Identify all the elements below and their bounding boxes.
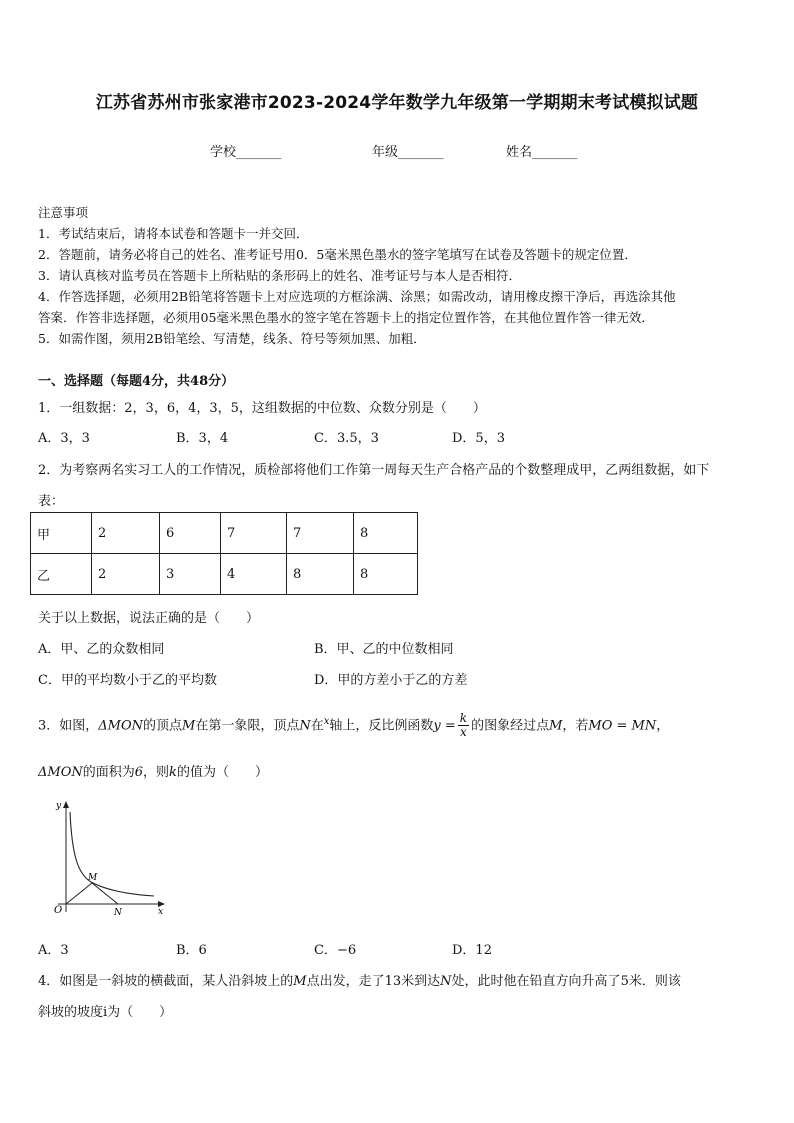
school-field: 学校_______: [210, 145, 282, 160]
origin-label: O: [54, 905, 63, 916]
number: 13: [384, 974, 402, 989]
section-heading: 一、选择题（每题4分，共48分）: [38, 374, 235, 389]
text: ，则: [143, 765, 170, 780]
point-m-label: M: [88, 873, 98, 883]
question-2-stem: 2．为考察两名实习工人的工作情况，质检部将他们工作第一周每天生产合格产品的个数整理成甲，乙两组数据，如下: [38, 463, 710, 478]
math-symbol: MO = MN: [588, 718, 657, 734]
y-axis-label: y: [56, 801, 62, 811]
y-axis-arrow: [63, 801, 69, 808]
x-axis-label: x: [158, 907, 164, 917]
text: ，: [656, 718, 670, 734]
text: 在第一象限，顶点: [195, 718, 300, 734]
q3-option-b: B．6: [176, 943, 207, 958]
text: 米．则该: [628, 974, 681, 989]
q1-option-a: A．3，3: [38, 431, 90, 446]
text: 轴上，反比例函数: [329, 718, 434, 734]
math-symbol: k: [169, 765, 177, 780]
note-item: 4．作答选择题，必须用2B铅笔将答题卡上对应选项的方框涂满、涂黑；如需改动，请用橡皮擦干净后，再选涂其他: [38, 289, 676, 304]
table-row: [31, 554, 418, 595]
table-cell: 8: [354, 554, 418, 595]
table-cell: 4: [221, 554, 287, 595]
note-item: 1．考试结束后，请将本试卷和答题卡一并交回．: [38, 226, 309, 241]
question-3-stem-cont: [38, 761, 268, 780]
table-cell: 2: [92, 554, 160, 595]
q2-option-c: C．甲的平均数小于乙的平均数: [38, 673, 217, 688]
q2-option-a: A．甲、乙的众数相同: [38, 642, 165, 657]
math-symbol: ΔMON: [98, 718, 144, 734]
text: 的面积为: [82, 765, 135, 780]
note-item: 2．答题前，请务必将自己的姓名、准考证号用0．5毫米黑色墨水的签字笔填写在试卷及答题卡的规定位置．: [38, 247, 637, 262]
hyperbola-graph: [36, 796, 176, 921]
question-1-stem: 1．一组数据：2，3，6，4，3，5，这组数据的中位数、众数分别是（ ）: [38, 401, 486, 416]
text: 米到达: [401, 974, 441, 989]
table-cell: 7: [221, 513, 287, 554]
math-symbol: N: [299, 718, 311, 734]
hyperbola-curve: [70, 812, 154, 896]
table-row: [31, 513, 418, 554]
table-cell: 甲: [31, 513, 92, 554]
q1-option-c: C．3.5，3: [314, 431, 379, 446]
text: ，若: [562, 718, 589, 734]
table-cell: 8: [287, 554, 354, 595]
page-title: 江苏省苏州市张家港市2023-2024学年数学九年级第一学期期末考试模拟试题: [95, 93, 699, 113]
math-symbol: y =: [433, 718, 456, 734]
text: 在: [310, 718, 324, 734]
table-cell: 6: [160, 513, 221, 554]
fraction-denominator: x: [460, 725, 467, 740]
math-symbol: ΔMON: [38, 765, 83, 780]
text: 的值为（ ）: [176, 765, 268, 780]
q3-option-c: C．−6: [314, 943, 357, 958]
q1-option-b: B．3，4: [176, 431, 229, 446]
segment-om: [66, 883, 92, 904]
q3-option-d: D．12: [452, 943, 492, 958]
fraction: [458, 712, 469, 739]
text: 的顶点: [143, 718, 183, 734]
question-4-stem: [38, 970, 681, 989]
note-item: 5．如需作图，须用2B铅笔绘、写清楚，线条、符号等须加黑、加粗．: [38, 331, 426, 346]
notes-heading: 注意事项: [38, 205, 89, 220]
math-symbol: 6: [134, 765, 144, 780]
table-cell: 7: [287, 513, 354, 554]
q3-option-a: A．3: [38, 943, 69, 958]
name-field: 姓名_______: [506, 145, 578, 160]
question-4-stem-cont: 斜坡的坡度i为（ ）: [38, 1005, 173, 1020]
table-cell: 2: [92, 513, 160, 554]
note-item: 3．请认真核对监考员在答题卡上所粘贴的条形码上的姓名、准考证号与本人是否相符．: [38, 268, 521, 283]
table-cell: 8: [354, 513, 418, 554]
question-2-question: 关于以上数据，说法正确的是（ ）: [38, 611, 260, 626]
point-n-label: N: [114, 908, 122, 918]
table-cell: 乙: [31, 554, 92, 595]
question-2-stem-cont: 表：: [38, 494, 65, 509]
q2-option-d: D．甲的方差小于乙的方差: [314, 673, 468, 688]
question-3-stem: [38, 705, 669, 743]
note-item: 答案．作答非选择题，必须用05毫米黑色墨水的签字笔在答题卡上的指定位置作答，在其他位置作答一律无效．: [38, 310, 654, 325]
text: 4．如图是一斜坡的横截面，某人沿斜坡上的: [38, 974, 294, 989]
math-symbol: x: [323, 716, 330, 727]
text: 处，此时他在铅直方向升高了: [451, 974, 621, 989]
q2-option-b: B．甲、乙的中位数相同: [314, 642, 454, 657]
segment-mn: [92, 883, 118, 904]
text: 点出发，走了: [306, 974, 385, 989]
math-symbol: N: [440, 974, 452, 989]
text: 的图象经过点: [471, 718, 550, 734]
fraction-numerator: k: [459, 711, 468, 726]
q1-option-d: D．5，3: [452, 431, 505, 446]
text: 3．如图，: [38, 718, 99, 734]
math-symbol: M: [549, 718, 563, 734]
grade-field: 年级_______: [372, 145, 444, 160]
number: 5: [620, 974, 629, 989]
math-symbol: M: [182, 718, 196, 734]
math-symbol: M: [293, 974, 307, 989]
table-cell: 3: [160, 554, 221, 595]
data-table: [30, 512, 418, 595]
